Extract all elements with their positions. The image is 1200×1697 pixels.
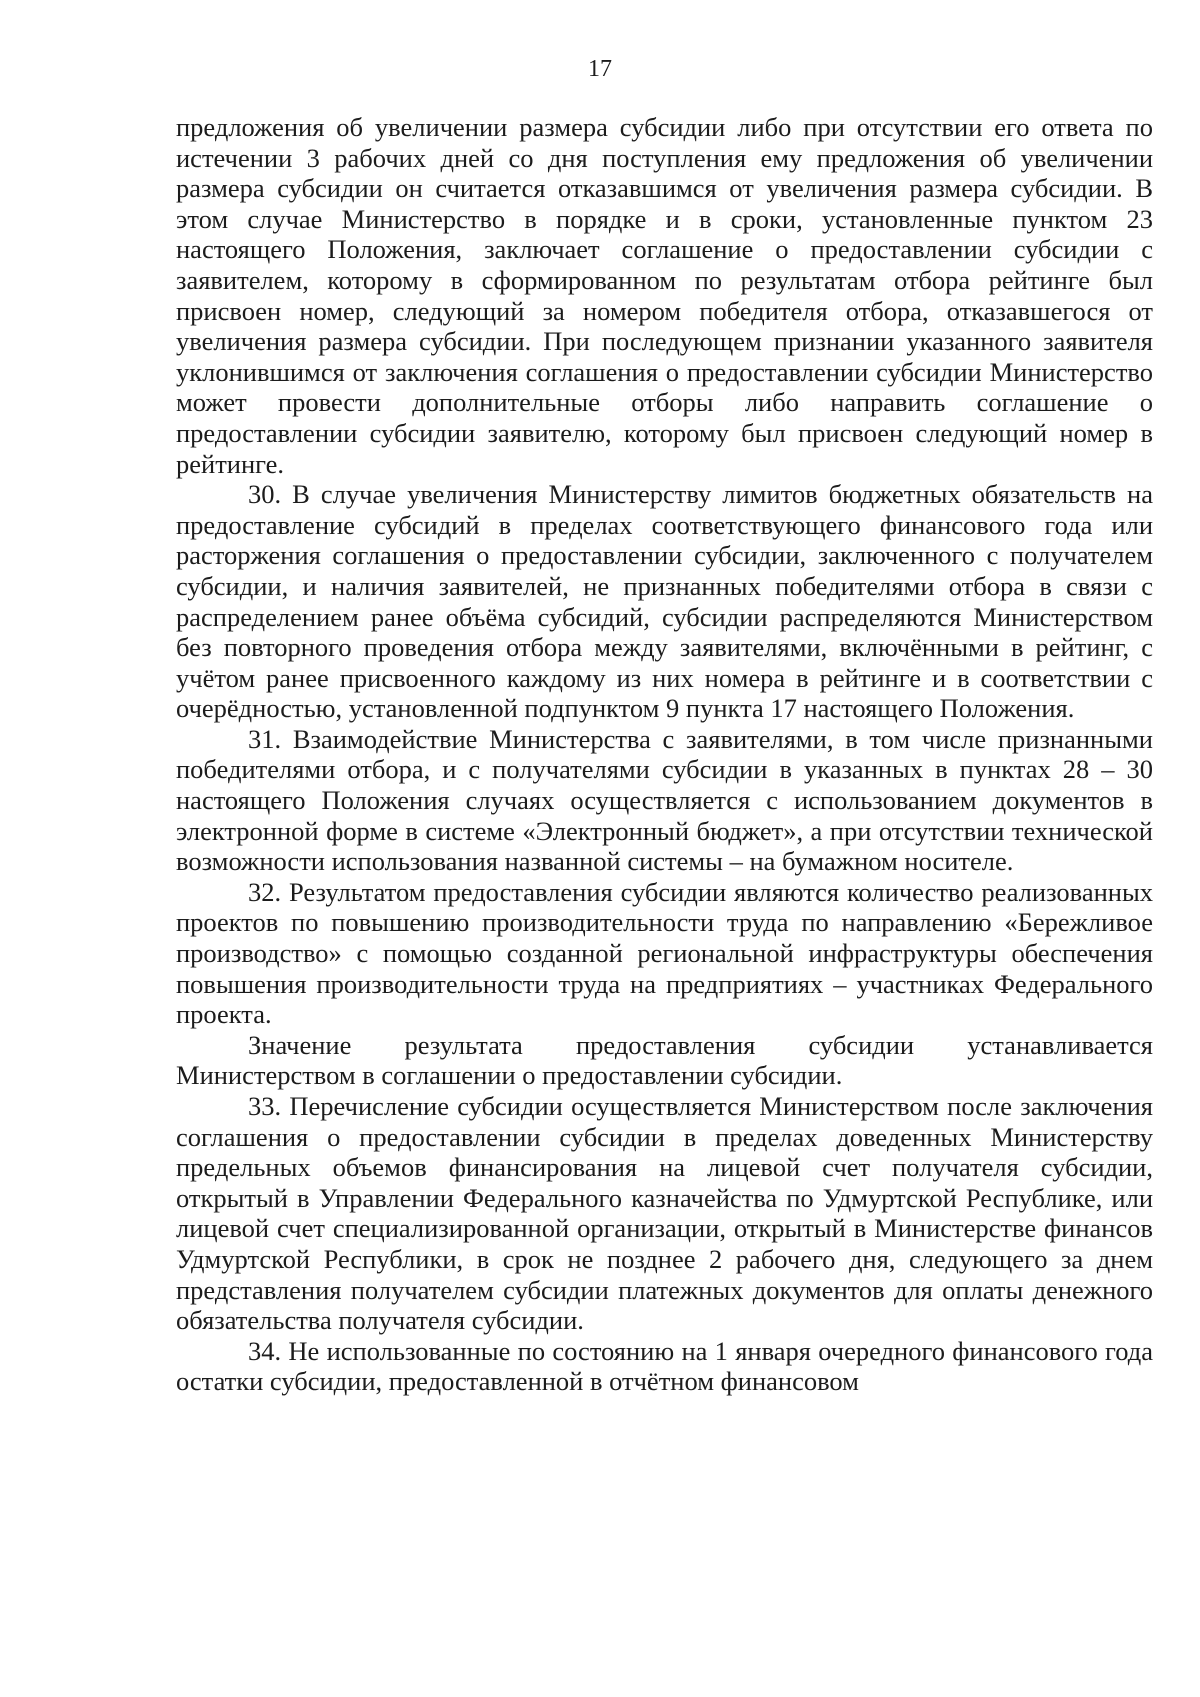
paragraph-item-33: 33. Перечисление субсидии осуществляется Министерством после заключения соглашения о предоставлении субсидии в пределах доведенных Министерству предельных объемов финансирования на лицевой счет получателя субсидии, открытый в Управлении Федерального казначейства по Удмуртской Республике, или лицевой счет специализированной организации, открытый в Министерстве финансов Удмуртской Республики, в срок не позднее 2 рабочего дня, следующего за днем представления получателем субсидии платежных документов для оплаты денежного обязательства получателя субсидии.	[176, 1091, 1153, 1336]
page-number: 17	[588, 56, 612, 82]
document-body	[176, 112, 1153, 1397]
paragraph-item-30: 30. В случае увеличения Министерству лимитов бюджетных обязательств на предоставление субсидий в пределах соответствующего финансового года или расторжения соглашения о предоставлении субсидии, заключенного с получателем субсидии, и наличия заявителей, не признанных победителями отбора в связи с распределением ранее объёма субсидий, субсидии распределяются Министерством без повторного проведения отбора между заявителями, включёнными в рейтинг, с учётом ранее присвоенного каждому из них номера в рейтинге и в соответствии с очерёдностью, установленной подпунктом 9 пункта 17 настоящего Положения.	[176, 479, 1153, 724]
paragraph-continuation: предложения об увеличении размера субсидии либо при отсутствии его ответа по истечении 3 рабочих дней со дня поступления ему предложения об увеличении размера субсидии он считается отказавшимся от увеличения размера субсидии. В этом случае Министерство в порядке и в сроки, установленные пунктом 23 настоящего Положения, заключает соглашение о предоставлении субсидии с заявителем, которому в сформированном по результатам отбора рейтинге был присвоен номер, следующий за номером победителя отбора, отказавшегося от увеличения размера субсидии. При последующем признании указанного заявителя уклонившимся от заключения соглашения о предоставлении субсидии Министерство может провести дополнительные отборы либо направить соглашение о предоставлении субсидии заявителю, которому был присвоен следующий номер в рейтинге.	[176, 112, 1153, 479]
paragraph-result-value: Значение результата предоставления субсидии устанавливается Министерством в соглашении о предоставлении субсидии.	[176, 1029, 1153, 1091]
paragraph-item-31: 31. Взаимодействие Министерства с заявителями, в том числе признанными победителями отбора, и с получателями субсидии в указанных в пунктах 28 – 30 настоящего Положения случаях осуществляется с использованием документов в электронной форме в системе «Электронный бюджет», а при отсутствии технической возможности использования названной системы – на бумажном носителе.	[176, 723, 1153, 877]
paragraph-item-32: 32. Результатом предоставления субсидии являются количество реализованных проектов по повышению производительности труда по направлению «Бережливое производство» с помощью созданной региональной инфраструктуры обеспечения повышения производительности труда на предприятиях – участниках Федерального проекта.	[176, 876, 1153, 1030]
paragraph-item-34: 34. Не использованные по состоянию на 1 января очередного финансового года остатки субсидии, предоставленной в отчётном финансовом	[176, 1335, 1153, 1397]
